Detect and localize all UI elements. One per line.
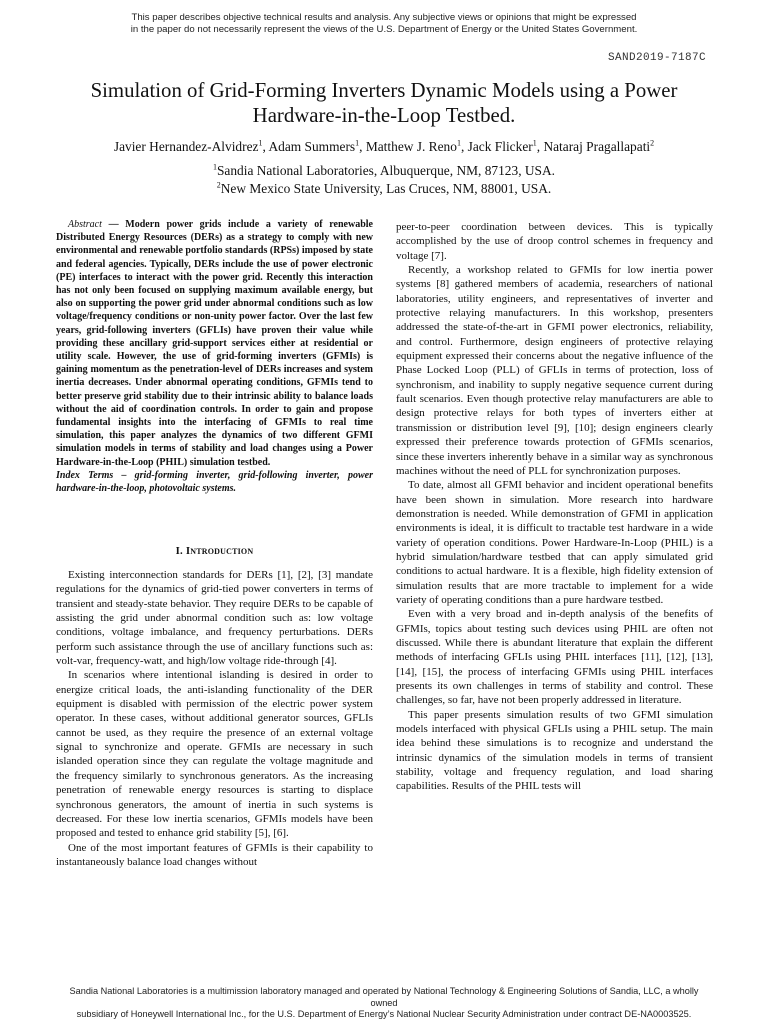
body-paragraph: In scenarios where intentional islanding is desired in order to energize critical loads, the anti-islanding functionality of the DER equipment is disabled with permission of the electric power system operator. In these cases, without additional generator sources, GFLIs cannot be used, as they require the presence of an external voltage signal to synchronize and operate. GFMIs are necessary in such islanded operation since they can regulate the voltage magnitude and the frequency similarly to synchronous generators. As the increasing penetration of renewable energy resources is starting to displace synchronous generators, the amount of inertia in such systems is decreased. For these low inertia scenarios, GFMIs models have been proposed and tested to enhance grid stability [5], [6].	[56, 669, 373, 840]
author-name: Javier Hernandez-Alvidrez	[113, 139, 259, 154]
abstract	[56, 218, 373, 469]
right-column	[396, 220, 713, 794]
affiliation-list	[40, 162, 728, 198]
abstract-label: Abstract	[68, 219, 102, 230]
author-name: Matthew J. Reno	[365, 139, 457, 154]
body-paragraph: peer-to-peer coordination between devices. This is typically accomplished by the use of droop control schemes in frequency and voltage [7].	[396, 221, 713, 262]
footnote-line: subsidiary of Honeywell International Inc., for the U.S. Department of Energy’s National Nuclear Security Administration under contract DE-NA0003525.	[76, 1009, 692, 1019]
body-paragraph: Even with a very broad and in-depth analysis of the benefits of GFMIs, topics about testing such devices using PHIL are often not discussed. While there is abundant literature that explain the different methods of interfacing GFLIs using PHIL interfaces [11], [12], [13], [14], [15], the process of interfacing GFMIs using PHIL interfaces presents its own challenges in terms of stability and control. These challenges, so far, have not been properly addressed in literature.	[396, 608, 713, 707]
title-line: Simulation of Grid-Forming Inverters Dynamic Models using a Power	[90, 79, 678, 102]
author-affiliation-mark: 1	[355, 138, 360, 148]
paper-title	[40, 78, 728, 128]
report-number: SAND2019-7187C	[607, 52, 706, 64]
author-name: Jack Flicker	[467, 139, 533, 154]
author-affiliation-mark: 1	[532, 138, 537, 148]
doe-disclaimer	[100, 12, 668, 36]
affiliation	[40, 180, 728, 198]
author-affiliation-mark: 1	[456, 138, 461, 148]
author-list: Javier Hernandez-Alvidrez$^1$, Adam Summers$^1$, Matthew J. Reno$^1$, Jack Flicker$^1$, Nataraj Pragallapati$^2$	[113, 138, 655, 154]
title-line: Hardware-in-the-Loop Testbed.	[252, 104, 516, 127]
footnote-line: Sandia National Laboratories is a multimission laboratory managed and operated by National Technology & Engineering Solutions of Sandia, LLC, a wholly owned	[69, 986, 699, 1008]
disclaimer-line: This paper describes objective technical results and analysis. Any subjective views or opinions that might be expressed	[131, 12, 637, 23]
affiliation-text: New Mexico State University, Las Cruces, NM, 88001, USA.	[220, 181, 552, 196]
affiliation-mark: 1	[212, 162, 217, 172]
affiliation	[40, 162, 728, 180]
introduction-body	[56, 568, 373, 869]
section-heading: I. Introduction	[175, 545, 254, 557]
author-name: Nataraj Pragallapati	[543, 139, 651, 154]
disclaimer-line: in the paper do not necessarily represent the views of the U.S. Department of Energy or the United States Government.	[130, 24, 638, 35]
affiliation-mark: 2	[216, 180, 221, 190]
index-terms: Index Terms – grid-forming inverter, grid-following inverter, power hardware-in-the-loop, photovoltaic systems.	[56, 469, 373, 495]
author-name: Adam Summers	[268, 139, 356, 154]
body-paragraph: Existing interconnection standards for DERs [1], [2], [3] mandate regulations for the dynamics of grid-tied power converters in terms of transient and steady-state behavior. They require DERs to be capable of assisting the grid under abnormal condition such as: low voltage conditions, voltage imbalance, and frequency perturbations. DERs perform such assistance through the use of ancillary functions such as: volt-var, frequency-watt, and high/low voltage ride-through [4].	[56, 569, 373, 668]
body-paragraph: One of the most important features of GFMIs is their capability to instantaneously balance load changes without	[56, 841, 373, 868]
abstract-text: — Modern power grids include a variety of renewable Distributed Energy Resources (DERs) as a strategy to comply with new environmental and renewable portfolio standards (RPSs) imposed by state and federal agencies. Typically, DERs include the use of power electronic (PE) interfaces to interact with the power grid. Recently this interaction has not only been focused on supplying maximum available energy, but also on supporting the power grid under abnormal conditions such as low voltage/frequency conditions or non-unity power factor. Over the last few years, grid-following inverters (GFLIs) have proven their value while providing these ancillary grid-support services either at residential or utility scale. However, the use of grid-forming inverters (GFMIs) is gaining momentum as the penetration-level of DERs increases and system inertia decreases. Under abnormal operating conditions, GFMIs tend to better preserve grid stability due to their intrinsic ability to balance loads without the aid of coordination controls. In order to gain and propose fundamental insights into the interfacing of GFMIs to real time simulation, this paper analyzes the dynamics of two different GFMI simulation models in terms of stability and load changes using a Power Hardware-in-the-Loop (PHIL) simulation testbed.	[56, 219, 373, 468]
author-affiliation-mark: 2	[650, 138, 655, 148]
funding-footnote	[66, 986, 702, 1021]
body-paragraph: Recently, a workshop related to GFMIs for low inertia power systems [8] gathered members of academia, researchers of national laboratories, utility engineers, and representatives of inverter and protective relaying manufacturers. In this workshop, presenters addressed the state-of-the-art in GFMI power electronics, reliability, and control. Furthermore, design engineers of protective relaying equipment expressed their concerns about the negative influence of the Phase Locked Loop (PLL) of GFLIs in terms of protection, loss of synchronism, and inability to supply negative sequence current during fault scenarios. Even though protective relay manufacturers are able to design protective relays for both types of inverters either at transmission or distribution level [9], [10]; design engineers clearly expressed their preference towards protection of GFMIs scenarios, since these inverters inherently behave in a similar way as synchronous machines without the need of PLL for synchronization purposes.	[396, 264, 713, 477]
affiliation-text: Sandia National Laboratories, Albuquerque, NM, 87123, USA.	[216, 163, 556, 178]
left-column	[56, 218, 373, 868]
body-paragraph: This paper presents simulation results of two GFMI simulation models interfaced with physical GFLIs using a PHIL setup. The main idea behind these simulations is to recognize and understand the intrinsic dynamics of the simulation models in terms of transient stability, voltage and frequency regulation, and load sharing capabilities. Results of the PHIL tests will	[396, 708, 713, 793]
body-paragraph: To date, almost all GFMI behavior and incident operational benefits have been shown in simulation. More research into hardware demonstration is needed. While demonstration of GFMI in application environments is ideal, it is difficult to tractable test hardware in a wide variety of operation conditions. Power Hardware-In-Loop (PHIL) is a hybrid simulation/hardware testbed that can apply simulated grid conditions to actual hardware. It is a flexible, high fidelity extension of simulation results that are more tractable to implement for a wide variety of operating conditions than a pure hardware testbed.	[396, 479, 713, 606]
author-affiliation-mark: 1	[258, 138, 263, 148]
